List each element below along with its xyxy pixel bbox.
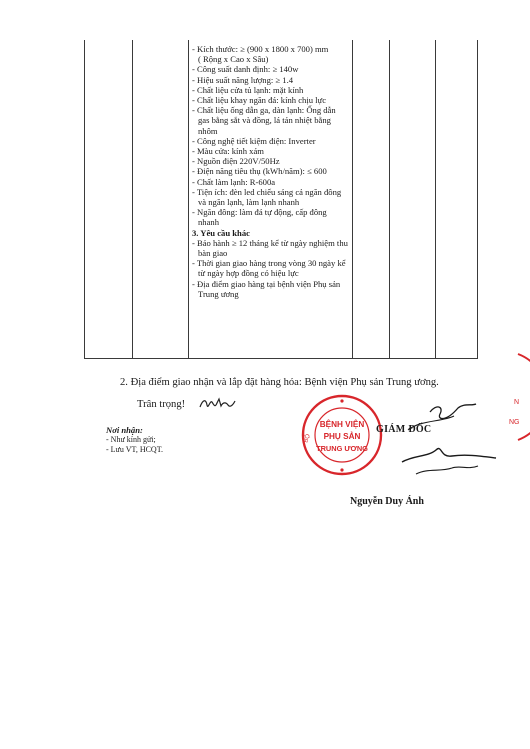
table-divider — [188, 40, 189, 358]
spec-line: - Chất liệu ống dẫn ga, dàn lạnh: Ống dẫn — [192, 105, 336, 116]
spec-line: - Công nghệ tiết kiệm điện: Inverter — [192, 135, 316, 146]
spec-line: - Bảo hành ≥ 12 tháng kể từ ngày nghiệm thu — [192, 237, 348, 248]
spec-line: - Chất làm lạnh: R-600a — [192, 176, 276, 187]
table-divider — [352, 40, 353, 358]
spec-line: - Hiệu suất năng lượng: ≥ 1.4 — [192, 74, 294, 85]
director-name: Nguyễn Duy Ánh — [350, 496, 424, 507]
spec-line: từ ngày hợp đồng có hiệu lực — [198, 268, 299, 279]
spec-line: Trung ương — [198, 288, 239, 299]
spec-line: - Kích thước: ≥ (900 x 1800 x 700) mm — [192, 44, 329, 54]
spec-line: - Nguồn điện 220V/50Hz — [192, 156, 280, 167]
recipients-title: Nơi nhận: — [106, 425, 143, 435]
spec-line: - Tiện ích: đèn led chiếu sáng cả ngăn đông — [192, 186, 342, 197]
spec-line: - Ngăn đông: làm đá tự động, cấp đông — [192, 207, 327, 218]
spec-section-heading: 3. Yêu cầu khác — [192, 227, 250, 238]
director-title: GIÁM ĐỐC — [376, 424, 432, 435]
spec-line: gas bằng sắt và đồng, lá tản nhiệt bằng — [198, 115, 331, 126]
spec-line: - Màu cửa: kính xám — [192, 146, 264, 157]
director-signature — [380, 400, 500, 495]
recipient-item: - Lưu VT, HCQT. — [106, 445, 163, 455]
spec-line: - Chất liệu khay ngăn đá: kính chịu lực — [192, 95, 327, 106]
spec-line: nhanh — [198, 217, 220, 228]
spec-line: - Địa điểm giao hàng tại bệnh viện Phụ sản — [192, 278, 341, 289]
recipient-item: - Như kính gửi; — [106, 435, 156, 445]
seal-line3: TRUNG ƯƠNG — [316, 444, 368, 453]
partial-seal-letters: NG — [509, 419, 520, 426]
regards-text: Trân trọng! — [137, 399, 186, 410]
spec-cell — [192, 44, 350, 299]
spec-line: và ngăn lạnh, làm lạnh nhanh — [198, 197, 300, 208]
paraph-signature — [198, 396, 238, 412]
delivery-note: 2. Địa điểm giao nhận và lắp đặt hàng hóa: Bệnh viện Phụ sản Trung ương. — [120, 377, 439, 388]
spec-line: bàn giao — [198, 248, 228, 259]
seal-prefix: BỘ — [303, 433, 312, 444]
seal-line2: PHỤ SẢN — [323, 432, 361, 441]
table-divider — [435, 40, 436, 358]
spec-line: nhôm — [198, 125, 218, 136]
spec-line: - Công suất danh định: ≥ 140w — [192, 64, 299, 75]
spec-line: ( Rộng x Cao x Sâu) — [198, 54, 269, 65]
spec-line: - Thời gian giao hàng trong vòng 30 ngày kể — [192, 258, 346, 269]
table-divider — [132, 40, 133, 358]
spec-line: - Điện năng tiêu thụ (kWh/năm): ≤ 600 — [192, 166, 327, 177]
seal-line1: BỆNH VIỆN — [319, 420, 365, 429]
recipients-block — [106, 425, 163, 456]
spec-line: - Chất liệu cửa tủ lạnh: mặt kính — [192, 84, 304, 95]
spec-table — [84, 40, 478, 359]
table-divider — [389, 40, 390, 358]
hospital-seal — [300, 393, 384, 477]
partial-seal-letter: N — [514, 399, 520, 406]
